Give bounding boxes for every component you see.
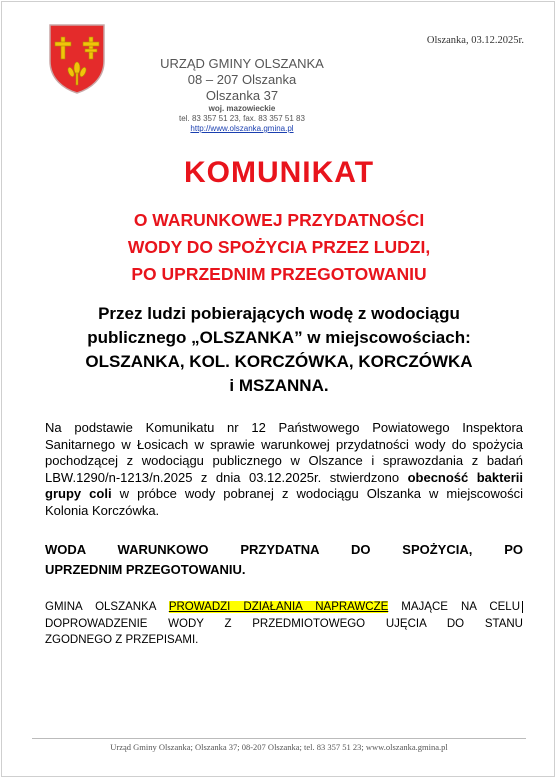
- page-footer: Urząd Gminy Olszanka; Olszanka 37; 08-207 Olszanka; tel. 83 357 51 23; www.olszanka.gmina.pl: [110, 742, 448, 752]
- document-date: Olszanka, 03.12.2025r.: [426, 35, 524, 46]
- body-text: Na podstawie Komunikatu nr 12 Państwowego Powiatowego Inspektora Sanitarnego w Łosicach w sprawie warunkowej przydatności wody do spożycia pochodzącej z wodociągu publicznego w Olszance i sprawozdania z badań LBW.1290/n-1213/n.2025 z dnia 03.12.2025r. stwierdzono: [45, 420, 523, 485]
- office-voivodeship: woj. mazowieckie: [208, 104, 276, 113]
- announcement-subtitle: [2, 207, 555, 288]
- repair-text: MAJĄCE NA CELU: [388, 601, 523, 613]
- audience-line: OLSZANKA, KOL. KORCZÓWKA, KORCZÓWKA: [85, 352, 473, 371]
- body-text: w próbce wody pobranej z wodociągu Olszanka w miejscowości Kolonia Korczówka.: [45, 486, 523, 518]
- highlighted-text: PROWADZI DZIAŁANIA NAPRAWCZE: [168, 601, 389, 613]
- body-paragraph: [45, 420, 523, 519]
- office-address-line2: Olszanka 37: [205, 88, 279, 103]
- document-page: [1, 1, 555, 777]
- repair-line: [45, 599, 523, 616]
- repair-paragraph: [45, 599, 523, 649]
- office-phone: tel. 83 357 51 23, fax. 83 357 51 83: [179, 114, 305, 123]
- repair-text: GMINA OLSZANKA: [45, 601, 169, 613]
- subtitle-line: PO UPRZEDNIM PRZEGOTOWANIU: [131, 264, 427, 284]
- repair-line: DOPROWADZENIE WODY Z PRZEDMIOTOWEGO UJĘCIA DO STANU: [45, 617, 523, 630]
- audience-line: publicznego „OLSZANKA” w miejscowościach:: [87, 328, 471, 347]
- subtitle-line: WODY DO SPOŻYCIA PRZEZ LUDZI,: [127, 237, 431, 257]
- audience-block: [2, 302, 555, 398]
- office-address-line1: 08 – 207 Olszanka: [187, 72, 297, 87]
- office-letterhead: [142, 56, 342, 134]
- body-bold-text: obecność bakterii grupy coli: [45, 469, 523, 501]
- office-website-link[interactable]: http://www.olszanka.gmina.pl: [190, 124, 294, 133]
- warning-paragraph: [45, 540, 523, 580]
- coat-of-arms-icon: [48, 23, 106, 95]
- audience-line: i MSZANNA.: [229, 376, 329, 395]
- office-name: URZĄD GMINY OLSZANKA: [160, 56, 324, 71]
- warning-line: UPRZEDNIM PRZEGOTOWANIU.: [45, 562, 246, 577]
- repair-line: ZGODNEGO Z PRZEPISAMI.: [45, 634, 199, 646]
- announcement-title: KOMUNIKAT: [183, 156, 375, 189]
- audience-line: Przez ludzi pobierających wodę z wodociągu: [98, 304, 460, 323]
- footer-divider: [32, 738, 526, 739]
- subtitle-line: O WARUNKOWEJ PRZYDATNOŚCI: [133, 210, 425, 230]
- warning-line: WODA WARUNKOWO PRZYDATNA DO SPOŻYCIA, PO: [45, 542, 523, 557]
